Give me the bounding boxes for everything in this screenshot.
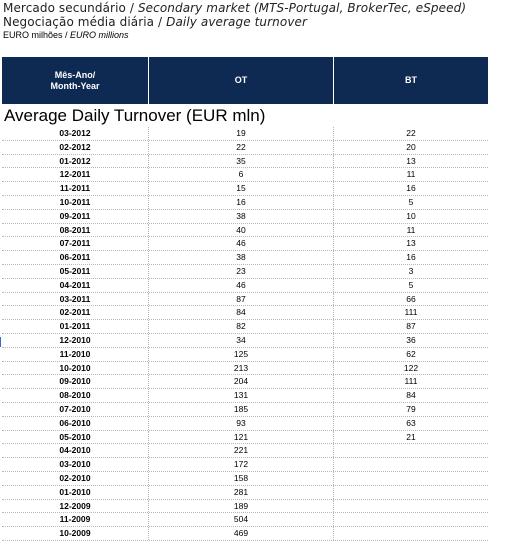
table-row <box>2 306 488 320</box>
cell-ot: 15 <box>149 182 334 195</box>
cell-bt: 87 <box>406 321 416 332</box>
cell-ot: 19 <box>149 127 334 140</box>
table-row <box>2 348 488 362</box>
table-row <box>2 237 488 251</box>
cell-ot: 125 <box>149 348 334 361</box>
cell-bt <box>334 500 488 513</box>
table-row <box>2 141 488 155</box>
cell-ot: 281 <box>149 486 334 499</box>
cell-bt: 16 <box>406 183 416 194</box>
header-bt: BT <box>405 75 417 85</box>
cell-bt: 62 <box>406 348 416 359</box>
table-row <box>2 431 488 445</box>
units-label-en: EURO millions <box>70 30 129 40</box>
cell-month-year: 05-2011 <box>2 265 149 278</box>
cell-month-year: 10-2011 <box>2 196 149 209</box>
header-month-year-pt: Mês-Ano/ <box>54 69 96 80</box>
table-row <box>2 403 488 417</box>
table-row <box>2 293 488 307</box>
table-row <box>2 444 488 458</box>
cell-month-year: 12-2011 <box>2 168 149 181</box>
cell-month-year: 11-2009 <box>2 513 149 526</box>
units-label <box>3 30 129 41</box>
cell-bt: 11 <box>406 224 416 235</box>
header-edge <box>488 57 490 104</box>
cell-month-year: 11-2010 <box>2 348 149 361</box>
cell-bt: 84 <box>406 390 416 401</box>
cell-ot: 6 <box>149 168 334 181</box>
cell-month-year: 06-2010 <box>2 417 149 430</box>
cell-month-year: 03-2011 <box>2 293 149 306</box>
cell-month-year: 08-2010 <box>2 389 149 402</box>
table-row <box>2 265 488 279</box>
cell-ot: 131 <box>149 389 334 402</box>
cell-month-year: 09-2011 <box>2 210 149 223</box>
table-row <box>2 224 488 238</box>
cell-month-year: 01-2012 <box>2 155 149 168</box>
title-line-1 <box>3 1 466 15</box>
cell-ot: 40 <box>149 224 334 237</box>
cell-ot: 38 <box>149 210 334 223</box>
title-line-2-pt: Negociação média diária / <box>3 15 167 29</box>
section-title: Average Daily Turnover (EUR mln) <box>4 106 266 125</box>
cell-bt: 16 <box>406 252 416 263</box>
cell-bt <box>334 513 488 526</box>
table-row <box>2 155 488 169</box>
cell-month-year: 04-2011 <box>2 279 149 292</box>
cell-bt: 3 <box>408 265 414 276</box>
table-row <box>2 472 488 486</box>
cell-bt <box>334 458 488 471</box>
cell-ot: 82 <box>149 320 334 333</box>
cell-bt: 63 <box>406 417 416 428</box>
cell-bt <box>334 486 488 499</box>
cell-month-year: 02-2012 <box>2 141 149 154</box>
table-row <box>2 458 488 472</box>
table-row <box>2 500 488 514</box>
table-row <box>2 513 488 527</box>
title-line-2 <box>3 15 307 29</box>
table-row <box>2 251 488 265</box>
cell-ot: 221 <box>149 444 334 457</box>
cell-cursor-mark <box>0 337 1 347</box>
cell-bt: 36 <box>406 334 416 345</box>
cell-bt: 22 <box>406 128 416 138</box>
cell-month-year: 12-2010 <box>2 334 149 347</box>
cell-ot: 46 <box>149 237 334 250</box>
title-line-1-en: Secondary market (MTS-Portugal, BrokerTec, eSpeed) <box>137 1 467 15</box>
cell-ot: 46 <box>149 279 334 292</box>
table-row <box>2 127 488 141</box>
cell-ot: 172 <box>149 458 334 471</box>
table-row <box>2 362 488 376</box>
cell-month-year: 11-2011 <box>2 182 149 195</box>
cell-bt: 5 <box>408 279 414 290</box>
cell-bt <box>334 444 488 457</box>
table-row <box>2 486 488 500</box>
cell-month-year: 05-2010 <box>2 431 149 444</box>
cell-month-year: 06-2011 <box>2 251 149 264</box>
cell-bt: 11 <box>406 169 416 180</box>
header-month-year-en: Month-Year <box>50 80 100 91</box>
cell-month-year: 08-2011 <box>2 224 149 237</box>
cell-month-year: 07-2011 <box>2 237 149 250</box>
cell-month-year: 02-2010 <box>2 472 149 485</box>
cell-bt <box>334 527 488 540</box>
table-row <box>2 334 488 348</box>
table-row <box>2 182 488 196</box>
cell-ot: 204 <box>149 375 334 388</box>
cell-month-year: 03-2012 <box>2 127 149 140</box>
cell-ot: 158 <box>149 472 334 485</box>
cell-bt: 20 <box>406 141 416 152</box>
cell-ot: 189 <box>149 500 334 513</box>
title-line-1-pt: Mercado secundário / <box>3 1 138 15</box>
table-row <box>2 210 488 224</box>
cell-ot: 121 <box>149 431 334 444</box>
cell-bt: 111 <box>404 307 418 318</box>
title-line-2-en: Daily average turnover <box>166 15 308 29</box>
cell-month-year: 07-2010 <box>2 403 149 416</box>
cell-month-year: 10-2010 <box>2 362 149 375</box>
cell-ot: 185 <box>149 403 334 416</box>
cell-bt: 21 <box>406 431 416 442</box>
cell-bt: 10 <box>406 210 416 221</box>
table-row <box>2 375 488 389</box>
cell-ot: 34 <box>149 334 334 347</box>
cell-bt: 66 <box>406 293 416 304</box>
cell-month-year: 09-2010 <box>2 375 149 388</box>
cell-ot: 84 <box>149 306 334 319</box>
cell-month-year: 02-2011 <box>2 306 149 319</box>
cell-month-year: 10-2009 <box>2 527 149 540</box>
cell-month-year: 01-2010 <box>2 486 149 499</box>
cell-ot: 87 <box>149 293 334 306</box>
cell-ot: 93 <box>149 417 334 430</box>
cell-ot: 213 <box>149 362 334 375</box>
table-body <box>2 127 488 541</box>
cell-month-year: 03-2010 <box>2 458 149 471</box>
units-label-pt: EURO milhões / <box>3 30 71 40</box>
cell-ot: 23 <box>149 265 334 278</box>
cell-bt <box>334 472 488 485</box>
table-row <box>2 527 488 541</box>
cell-ot: 35 <box>149 155 334 168</box>
header-ot: OT <box>149 57 334 104</box>
table-row <box>2 279 488 293</box>
cell-ot: 22 <box>149 141 334 154</box>
header-month-year <box>2 57 149 104</box>
cell-month-year: 01-2011 <box>2 320 149 333</box>
cell-bt: 111 <box>404 376 418 387</box>
table-row <box>2 196 488 210</box>
cell-bt: 13 <box>406 238 416 249</box>
cell-month-year: 04-2010 <box>2 444 149 457</box>
cell-month-year: 12-2009 <box>2 500 149 513</box>
table-row <box>2 417 488 431</box>
cell-bt: 79 <box>406 403 416 414</box>
cell-ot: 16 <box>149 196 334 209</box>
table-row <box>2 168 488 182</box>
cell-bt: 122 <box>403 362 419 373</box>
cell-bt: 13 <box>406 155 416 166</box>
cell-ot: 504 <box>149 513 334 526</box>
table-row <box>2 320 488 334</box>
cell-bt: 5 <box>408 196 414 207</box>
cell-ot: 469 <box>149 527 334 540</box>
table-row <box>2 389 488 403</box>
cell-ot: 38 <box>149 251 334 264</box>
table-header <box>2 57 488 104</box>
